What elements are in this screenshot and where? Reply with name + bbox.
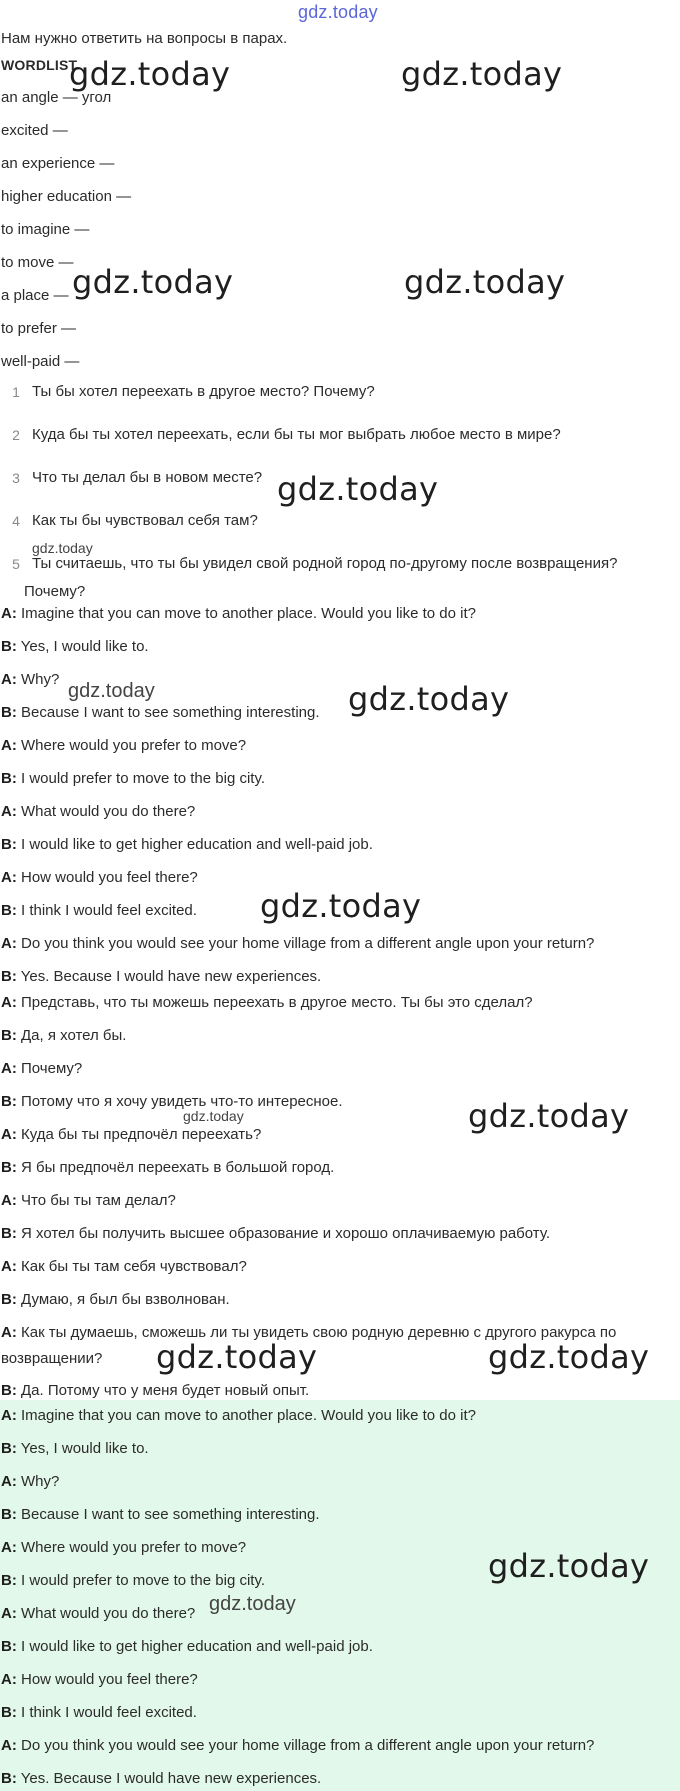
speaker-label: A: (1, 935, 17, 952)
dialogue-text: Куда бы ты предпочёл переехать? (21, 1126, 262, 1143)
dialogue-line (1, 1159, 334, 1177)
dialogue-text: Yes. Because I would have new experiences. (20, 1770, 322, 1787)
speaker-label: A: (1, 1605, 17, 1622)
dialogue-line (1, 1093, 343, 1111)
speaker-label: A: (1, 1473, 17, 1490)
question-text: Ты считаешь, что ты бы увидел свой родной город по-другому после возвращения? (32, 555, 618, 572)
question-number: 3 (12, 470, 20, 486)
dialogue-text: Да. Потому что у меня будет новый опыт. (21, 1382, 310, 1399)
speaker-label: B: (1, 1159, 17, 1176)
wordlist-item: an experience — (1, 155, 115, 172)
dialogue-line (1, 704, 320, 722)
dialogue-line (1, 1027, 126, 1045)
dialogue-line (1, 737, 246, 755)
answer-line (1, 1704, 197, 1722)
wordlist-item: excited — (1, 122, 68, 139)
speaker-label: A: (1, 1126, 17, 1143)
watermark: gdz.today (488, 1547, 650, 1585)
speaker-label: A: (1, 605, 17, 622)
watermark: gdz.today (69, 55, 231, 93)
speaker-label: A: (1, 737, 17, 754)
wordlist-item: higher education — (1, 188, 132, 205)
dialogue-line (1, 1192, 176, 1210)
dialogue-text: I think I would feel excited. (21, 1704, 197, 1721)
speaker-label: B: (1, 1770, 17, 1787)
question-text-continued: Почему? (24, 583, 86, 600)
dialogue-line-continued: возвращении? (1, 1350, 103, 1367)
speaker-label: B: (1, 836, 17, 853)
dialogue-text: What would you do there? (21, 803, 196, 820)
dialogue-line (1, 605, 476, 623)
speaker-label: B: (1, 1225, 17, 1242)
watermark: gdz.today (72, 263, 234, 301)
dialogue-line (1, 1225, 550, 1243)
question-number: 2 (12, 427, 20, 443)
watermark: gdz.today (156, 1338, 318, 1376)
site-logo[interactable]: gdz.today (298, 2, 378, 22)
speaker-label: A: (1, 1539, 17, 1556)
watermark: gdz.today (348, 680, 510, 718)
dialogue-text: Что бы ты там делал? (21, 1192, 176, 1209)
question-number: 4 (12, 513, 20, 529)
speaker-label: B: (1, 1506, 17, 1523)
speaker-label: A: (1, 994, 17, 1011)
speaker-label: B: (1, 1638, 17, 1655)
question-number: 5 (12, 556, 20, 572)
speaker-label: A: (1, 1192, 17, 1209)
answer-line (1, 1440, 149, 1458)
dialogue-text: Because I want to see something interesting. (21, 704, 320, 721)
dialogue-text: How would you feel there? (21, 1671, 198, 1688)
dialogue-text: Imagine that you can move to another place. Would you like to do it? (21, 605, 476, 622)
question-text: Как ты бы чувствовал себя там? (32, 512, 258, 529)
answer-line (1, 1605, 195, 1623)
dialogue-line (1, 935, 594, 953)
watermark-small: gdz.today (209, 1593, 296, 1615)
answer-line (1, 1638, 373, 1656)
answer-line (1, 1671, 198, 1689)
intro-text: Нам нужно ответить на вопросы в парах. (1, 30, 288, 47)
wordlist-item: an angle — угол (1, 89, 112, 106)
answer-line (1, 1473, 59, 1491)
dialogue-text: Думаю, я был бы взволнован. (21, 1291, 230, 1308)
dialogue-text: Я хотел бы получить высшее образование и хорошо оплачиваемую работу. (21, 1225, 550, 1242)
dialogue-text: Because I want to see something interesting. (21, 1506, 320, 1523)
dialogue-line (1, 836, 373, 854)
wordlist-title: WORDLIST (1, 57, 78, 73)
dialogue-text: How would you feel there? (21, 869, 198, 886)
dialogue-text: Как ты думаешь, сможешь ли ты увидеть свою родную деревню с другого ракурса по (21, 1324, 617, 1341)
speaker-label: A: (1, 1407, 17, 1424)
watermark: gdz.today (401, 55, 563, 93)
dialogue-text: I would prefer to move to the big city. (21, 770, 266, 787)
question-text: Куда бы ты хотел переехать, если бы ты мог выбрать любое место в мире? (32, 426, 561, 443)
dialogue-text: Where would you prefer to move? (21, 1539, 247, 1556)
speaker-label: A: (1, 803, 17, 820)
speaker-label: B: (1, 1382, 17, 1399)
dialogue-text: What would you do there? (21, 1605, 196, 1622)
dialogue-text: Потому что я хочу увидеть что-то интересное. (21, 1093, 343, 1110)
dialogue-text: Yes. Because I would have new experiences. (20, 968, 322, 985)
speaker-label: B: (1, 1291, 17, 1308)
answer-line (1, 1770, 321, 1788)
watermark: gdz.today (468, 1097, 630, 1135)
dialogue-line (1, 1382, 309, 1400)
wordlist-item: to prefer — (1, 320, 77, 337)
dialogue-text: Yes, I would like to. (20, 1440, 149, 1457)
answer-line (1, 1737, 594, 1755)
dialogue-line (1, 994, 533, 1012)
speaker-label: B: (1, 1027, 17, 1044)
question-text: Ты бы хотел переехать в другое место? Почему? (32, 383, 375, 400)
question-number: 1 (12, 384, 20, 400)
dialogue-text: I would prefer to move to the big city. (21, 1572, 266, 1589)
dialogue-text: I would like to get higher education and well-paid job. (21, 1638, 373, 1655)
speaker-label: A: (1, 671, 17, 688)
speaker-label: B: (1, 1093, 17, 1110)
speaker-label: A: (1, 869, 17, 886)
speaker-label: B: (1, 1572, 17, 1589)
dialogue-line (1, 803, 195, 821)
answer-line (1, 1506, 320, 1524)
dialogue-line (1, 1126, 261, 1144)
dialogue-text: Почему? (21, 1060, 83, 1077)
speaker-label: B: (1, 1440, 17, 1457)
dialogue-text: Как бы ты там себя чувствовал? (21, 1258, 247, 1275)
speaker-label: A: (1, 1737, 17, 1754)
dialogue-line (1, 968, 321, 986)
dialogue-line (1, 671, 59, 689)
dialogue-text: Да, я хотел бы. (21, 1027, 127, 1044)
speaker-label: B: (1, 968, 17, 985)
dialogue-line (1, 770, 265, 788)
question-text: Что ты делал бы в новом месте? (32, 469, 263, 486)
dialogue-text: Я бы предпочёл переехать в большой город. (21, 1159, 335, 1176)
dialogue-line (1, 638, 149, 656)
wordlist-item: a place — (1, 287, 69, 304)
speaker-label: A: (1, 1258, 17, 1275)
watermark: gdz.today (404, 263, 566, 301)
answer-line (1, 1407, 476, 1425)
wordlist-item: to move — (1, 254, 74, 271)
dialogue-line (1, 902, 197, 920)
speaker-label: B: (1, 1704, 17, 1721)
watermark-small: gdz.today (32, 540, 93, 556)
dialogue-text: Why? (21, 1473, 60, 1490)
speaker-label: B: (1, 770, 17, 787)
answer-line (1, 1572, 265, 1590)
speaker-label: B: (1, 902, 17, 919)
watermark: gdz.today (488, 1338, 650, 1376)
watermark: gdz.today (277, 470, 439, 508)
dialogue-text: Where would you prefer to move? (21, 737, 247, 754)
dialogue-text: Представь, что ты можешь переехать в другое место. Ты бы это сделал? (21, 994, 533, 1011)
dialogue-line (1, 1060, 82, 1078)
watermark-small: gdz.today (68, 680, 155, 702)
watermark: gdz.today (260, 887, 422, 925)
wordlist-item: well-paid — (1, 353, 80, 370)
dialogue-line (1, 869, 198, 887)
speaker-label: B: (1, 704, 17, 721)
dialogue-line (1, 1258, 247, 1276)
speaker-label: B: (1, 638, 17, 655)
watermark-small: gdz.today (183, 1108, 244, 1124)
wordlist-item: to imagine — (1, 221, 90, 238)
dialogue-text: I think I would feel excited. (21, 902, 197, 919)
dialogue-text: Imagine that you can move to another place. Would you like to do it? (21, 1407, 476, 1424)
answer-highlight-box (0, 1400, 680, 1791)
dialogue-text: Yes, I would like to. (20, 638, 149, 655)
dialogue-line (1, 1291, 230, 1309)
dialogue-text: Do you think you would see your home village from a different angle upon your return? (21, 935, 595, 952)
dialogue-text: I would like to get higher education and well-paid job. (21, 836, 373, 853)
speaker-label: A: (1, 1324, 17, 1341)
answer-line (1, 1539, 246, 1557)
speaker-label: A: (1, 1060, 17, 1077)
dialogue-text: Why? (21, 671, 60, 688)
speaker-label: A: (1, 1671, 17, 1688)
dialogue-text: Do you think you would see your home village from a different angle upon your return? (21, 1737, 595, 1754)
